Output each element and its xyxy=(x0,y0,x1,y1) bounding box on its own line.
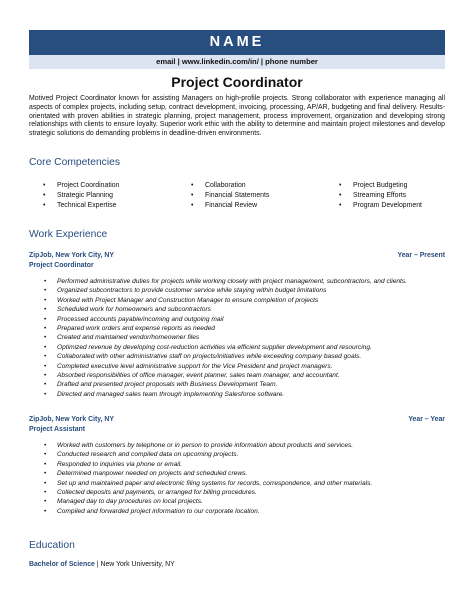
job-1-bullets xyxy=(44,277,444,399)
bullet-item: • Directed and managed sales team through implementing Salesforce software. xyxy=(44,390,285,398)
bullet-item: • Completed executive level administrative support for the Vice President and project managers. xyxy=(44,362,333,370)
competency-item: • Technical Expertise xyxy=(43,202,117,209)
bullet-item: • Compiled and forwarded project information to our corporate location. xyxy=(44,507,260,515)
competency-column-3 xyxy=(339,181,422,211)
core-competencies-heading: Core Competencies xyxy=(29,157,120,168)
job-2-bullets xyxy=(44,441,444,516)
job-1-role: Project Coordinator xyxy=(29,262,94,269)
competency-item: • Streaming Efforts xyxy=(339,192,407,199)
job-2-dates: Year – Year xyxy=(408,416,445,423)
candidate-name: NAME xyxy=(209,34,265,50)
competency-item: • Collaboration xyxy=(191,182,246,189)
bullet-item: • Performed administrative duties for projects while working closely with project management, subcontractors, and clients. xyxy=(44,278,407,285)
name-banner xyxy=(29,30,445,55)
competency-item: • Strategic Planning xyxy=(43,192,113,199)
job-1-dates: Year – Present xyxy=(397,252,445,259)
competency-item: • Project Budgeting xyxy=(339,182,408,189)
contact-line: email | www.linkedin.com/in/ | phone number xyxy=(29,55,445,69)
job-2-company: ZipJob, New York City, NY xyxy=(29,416,114,423)
competency-column-1 xyxy=(43,181,119,211)
competency-item: • Program Development xyxy=(339,202,422,209)
bullet-item: • Conducted research and compiled data on upcoming projects. xyxy=(44,451,239,459)
bullet-item: • Collected deposits and payments, or arranged for billing procedures. xyxy=(44,489,257,497)
bullet-item: • Managed day to day procedures on local projects. xyxy=(44,498,203,506)
education-entry xyxy=(29,561,175,568)
degree: Bachelor of Science xyxy=(29,561,95,568)
competency-column-2 xyxy=(191,181,269,211)
bullet-item: • Optimized revenue by developing cost-reduction activities via efficient supplier development and resourcing. xyxy=(44,343,372,351)
bullet-item: • Worked with customers by telephone or in person to provide information about products and services. xyxy=(44,442,354,449)
bullet-item: • Drafted and presented project proposals with Business Development Team. xyxy=(44,381,278,389)
bullet-item: • Responded to inquiries via phone or email. xyxy=(44,460,182,468)
education-heading: Education xyxy=(29,540,75,551)
bullet-item: • Determined manpower needed on projects and scheduled crews. xyxy=(44,470,248,478)
job-1-company-line xyxy=(29,252,445,259)
competency-item: • Project Coordination xyxy=(43,182,120,189)
bullet-item: • Absorbed responsibilities of office manager, event planner, sales team manager, and accountant. xyxy=(44,372,340,380)
education-separator: | xyxy=(94,561,101,568)
bullet-item: • Collaborated with other administrative staff on projects/initiatives while exceeding company based goals. xyxy=(44,353,362,361)
school: New York University, NY xyxy=(100,561,175,568)
summary-paragraph: Motived Project Coordinator known for assisting Managers on high-profile projects. Strong collaborator with experience managing all aspects of complex projects, including setup, contract development, invoicing, processing, AP/AR, budgeting and final delivery. Results-orientated with proven abilities in strategic planning, project management, process improvement, organization and developing strong relationships with clients to ensure loyalty. Superior work ethic with the ability to determine and maintain project milestones and develop strategic solutions do demanding problems in deadline-driven environments. xyxy=(29,95,445,138)
work-experience-heading: Work Experience xyxy=(29,229,108,240)
job-2-company-line xyxy=(29,416,445,423)
bullet-item: • Scheduled work for homeowners and subcontractors xyxy=(44,306,211,314)
job-2-role: Project Assistant xyxy=(29,426,86,433)
job-title: Project Coordinator xyxy=(171,74,303,90)
bullet-item: • Prepared work orders and expense reports as needed xyxy=(44,325,215,333)
job-1-company: ZipJob, New York City, NY xyxy=(29,252,114,259)
bullet-item: • Organized subcontractors to provide customer service while staying within budget limitations xyxy=(44,287,327,295)
bullet-item: • Created and maintained vendor/homeowner files xyxy=(44,334,200,342)
competency-item: • Financial Review xyxy=(191,202,258,209)
bullet-item: • Set up and maintained paper and electronic filing systems for records, correspondence, and other materials. xyxy=(44,479,373,487)
bullet-item: • Processed accounts payable/incoming and outgoing mail xyxy=(44,315,224,323)
competency-item: • Financial Statements xyxy=(191,192,270,199)
bullet-item: • Worked with Project Manager and Construction Manager to ensure completion of projects xyxy=(44,296,319,304)
